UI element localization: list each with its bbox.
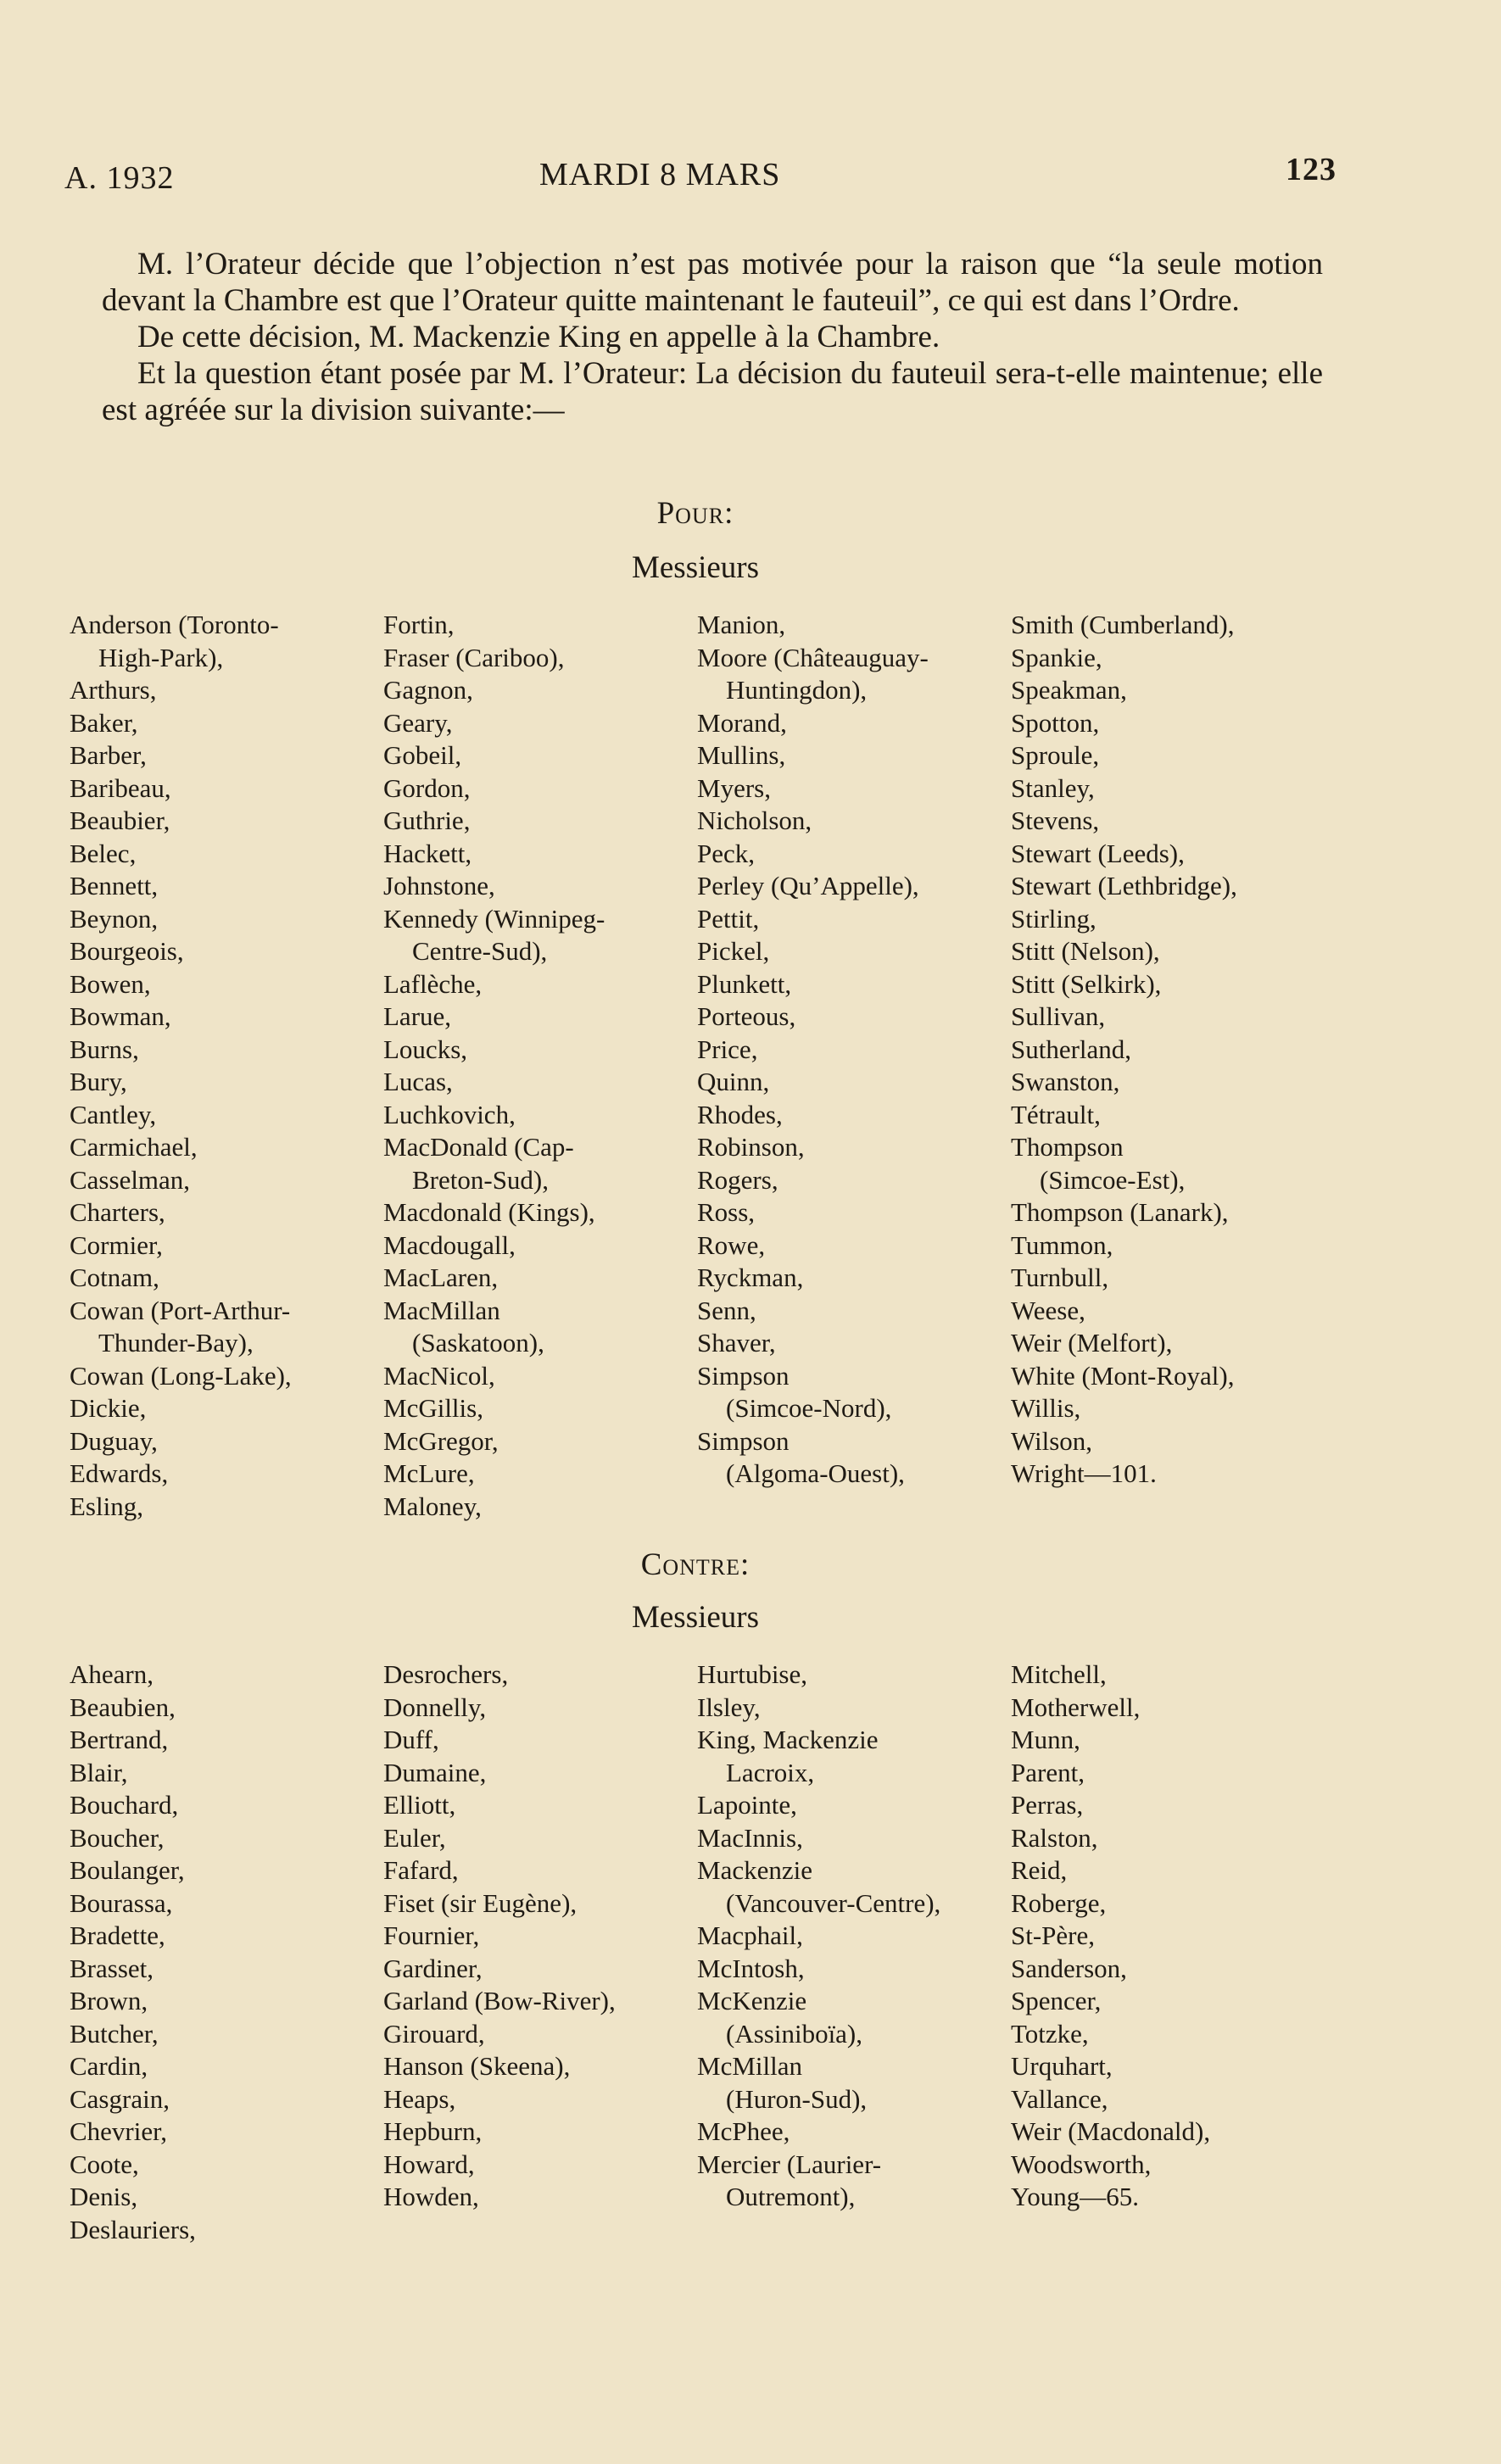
paragraph-decision: M. l’Orateur décide que l’objection n’est pas motivée pour la raison que “la seule motion devant la Chambre est que l’Orateur quitte maintenant le fauteuil”, ce qui est dans l’Ordre. [102,247,1323,318]
pour-member-name: Stevens, [1011,806,1100,835]
pour-member-name: Sullivan, [1011,1001,1106,1031]
contre-member-name: Fafard, [383,1855,459,1885]
pour-member-name: MacDonald (Cap- [383,1132,574,1162]
pour-subheading: Messieurs [631,550,760,585]
pour-member-name: Rhodes, [697,1099,783,1129]
pour-member-name: (Simcoe-Est), [1040,1164,1186,1195]
pour-member-name: Guthrie, [383,806,471,835]
pour-member-name: Myers, [697,772,771,803]
contre-member-name: Perras, [1011,1790,1084,1820]
pour-member-name: Dickie, [70,1393,147,1423]
contre-member-name: Cardin, [70,2051,148,2081]
contre-member-name: Woodsworth, [1011,2149,1152,2179]
pour-member-name: (Algoma-Ouest), [726,1458,905,1488]
pour-member-name: Bury, [70,1067,127,1096]
contre-member-name: MacInnis, [697,1822,803,1853]
pour-member-name: Gordon, [383,772,471,803]
pour-member-name: Johnstone, [383,871,495,900]
contre-list [70,1658,1325,2246]
contre-member-name: Brasset, [70,1953,154,1983]
contre-member-name: Gardiner, [383,1953,483,1983]
pour-member-name: Quinn, [697,1067,770,1096]
contre-member-name: Hanson (Skeena), [383,2051,571,2081]
contre-member-name: McKenzie [697,1986,807,2015]
pour-member-name: McGillis, [383,1393,483,1423]
pour-column-4 [1011,609,1325,1523]
contre-member-name: Ilsley, [697,1692,761,1722]
pour-member-name: Pettit, [697,903,760,934]
contre-member-name: Duff, [383,1725,439,1754]
pour-member-name: MacLaren, [383,1263,499,1292]
contre-member-name: Howard, [383,2149,475,2179]
contre-member-name: Elliott, [383,1790,456,1820]
contre-member-name: Denis, [70,2182,138,2211]
contre-member-name: McPhee, [697,2116,790,2146]
contre-member-name: Hepburn, [383,2116,483,2146]
pour-member-name: Carmichael, [70,1132,198,1162]
pour-member-name: Burns, [70,1034,139,1064]
pour-member-name: High-Park), [98,642,224,672]
pour-member-name: Morand, [697,707,787,738]
contre-member-name: (Assiniboïa), [726,2018,863,2049]
contre-member-name: Motherwell, [1011,1692,1141,1722]
pour-member-name: Cantley, [70,1099,157,1129]
pour-member-name: Bennett, [70,871,159,900]
contre-subheading: Messieurs [631,1600,760,1635]
pour-member-name: Baribeau, [70,772,171,803]
pour-member-name: Senn, [697,1295,756,1325]
pour-member-name: Beaubier, [70,806,170,835]
contre-member-name: Lacroix, [726,1757,815,1787]
pour-column-2 [383,609,697,1523]
pour-member-name: (Saskatoon), [412,1328,544,1357]
contre-member-name: Heaps, [383,2083,456,2114]
contre-member-name: Garland (Bow-River), [383,1986,616,2015]
pour-member-name: Manion, [697,610,786,639]
contre-member-name: Brown, [70,1986,148,2015]
pour-member-name: Price, [697,1034,758,1064]
pour-member-name: Duguay, [70,1425,158,1456]
pour-member-name: Cowan (Port-Arthur- [70,1295,291,1325]
pour-member-name: Ryckman, [697,1263,804,1292]
contre-member-name: Fiset (sir Eugène), [383,1887,578,1918]
pour-member-name: Laflèche, [383,968,483,999]
pour-member-name: Ross, [697,1197,756,1227]
contre-member-name: Outremont), [726,2182,856,2211]
pour-member-name: Esling, [70,1491,143,1521]
contre-member-name: Boucher, [70,1822,165,1853]
pour-member-name: Belec, [70,838,137,868]
pour-member-name: Maloney, [383,1491,482,1521]
contre-member-name: Spencer, [1011,1986,1102,2015]
pour-member-name: Turnbull, [1011,1263,1109,1292]
pour-member-name: Loucks, [383,1034,468,1064]
contre-member-name: Mackenzie [697,1855,812,1885]
pour-member-name: Nicholson, [697,806,812,835]
pour-member-name: Robinson, [697,1132,805,1162]
pour-member-name: Kennedy (Winnipeg- [383,903,605,934]
pour-member-name: MacNicol, [383,1360,495,1391]
pour-member-name: McLure, [383,1458,475,1488]
contre-member-name: Desrochers, [383,1659,509,1689]
pour-member-name: Stitt (Selkirk), [1011,968,1162,999]
pour-heading: Pour: [656,496,734,531]
pour-member-name: Pickel, [697,936,770,966]
contre-member-name: (Vancouver-Centre), [726,1887,941,1918]
pour-member-name: Smith (Cumberland), [1011,610,1235,639]
contre-member-name: Mercier (Laurier- [697,2149,882,2179]
pour-member-name: Stanley, [1011,772,1095,803]
pour-member-name: Barber, [70,740,147,770]
pour-member-name: Huntingdon), [726,675,868,705]
pour-member-name: Wright—101. [1011,1458,1157,1488]
pour-member-name: Charters, [70,1197,165,1227]
pour-member-name: Geary, [383,707,453,738]
pour-member-name: Hackett, [383,838,472,868]
contre-member-name: Lapointe, [697,1790,797,1820]
paragraph-appeal: De cette décision, M. Mackenzie King en appelle à la Chambre. [137,320,940,354]
pour-member-name: Macdonald (Kings), [383,1197,595,1227]
pour-member-name: Shaver, [697,1328,776,1357]
header-year: A. 1932 [64,160,175,196]
pour-member-name: Baker, [70,707,138,738]
pour-member-name: Fortin, [383,610,455,639]
pour-member-name: Swanston, [1011,1067,1120,1096]
pour-member-name: MacMillan [383,1295,500,1325]
contre-member-name: King, Mackenzie [697,1725,879,1754]
contre-member-name: Macphail, [697,1920,803,1950]
pour-member-name: Cormier, [70,1229,163,1260]
contre-member-name: Bradette, [70,1920,165,1950]
pour-list [70,609,1325,1523]
pour-member-name: Weir (Melfort), [1011,1328,1173,1357]
page-number: 123 [1286,152,1336,187]
pour-member-name: Rowe, [697,1229,766,1260]
pour-member-name: Stirling, [1011,903,1096,934]
contre-member-name: Bourassa, [70,1887,173,1918]
contre-member-name: McMillan [697,2051,802,2081]
pour-member-name: Weese, [1011,1295,1085,1325]
pour-column-3 [697,609,1011,1523]
pour-member-name: Spankie, [1011,642,1102,672]
contre-member-name: Hurtubise, [697,1659,808,1689]
pour-member-name: Macdougall, [383,1229,516,1260]
contre-member-name: Dumaine, [383,1757,487,1787]
pour-member-name: Casselman, [70,1164,191,1195]
contre-member-name: Roberge, [1011,1887,1107,1918]
pour-member-name: Simpson [697,1360,790,1391]
pour-member-name: Wilson, [1011,1425,1093,1456]
contre-member-name: Euler, [383,1822,446,1853]
contre-member-name: Sanderson, [1011,1953,1127,1983]
pour-member-name: Breton-Sud), [412,1164,550,1195]
pour-member-name: Moore (Châteauguay- [697,642,929,672]
contre-member-name: Parent, [1011,1757,1085,1787]
pour-member-name: Larue, [383,1001,452,1031]
contre-member-name: Reid, [1011,1855,1068,1885]
pour-member-name: Spotton, [1011,707,1100,738]
pour-member-name: Thompson (Lanark), [1011,1197,1229,1227]
contre-member-name: McIntosh, [697,1953,805,1983]
pour-member-name: Thompson [1011,1132,1124,1162]
pour-member-name: Edwards, [70,1458,169,1488]
pour-member-name: Lucas, [383,1067,453,1096]
pour-member-name: Plunkett, [697,968,792,999]
contre-member-name: Boulanger, [70,1855,185,1885]
pour-member-name: Simpson [697,1425,790,1456]
pour-member-name: Stewart (Leeds), [1011,838,1185,868]
contre-member-name: Bertrand, [70,1725,169,1754]
pour-member-name: Stewart (Lethbridge), [1011,871,1237,900]
pour-member-name: Perley (Qu’Appelle), [697,871,919,900]
pour-column-1 [70,609,383,1523]
contre-column-4 [1011,1658,1325,2246]
pour-member-name: Cotnam, [70,1263,159,1292]
contre-member-name: Young—65. [1011,2182,1140,2211]
pour-member-name: Bowen, [70,968,151,999]
contre-column-2 [383,1658,697,2246]
contre-member-name: Deslauriers, [70,2214,196,2244]
contre-member-name: Ralston, [1011,1822,1098,1853]
pour-member-name: Mullins, [697,740,786,770]
pour-member-name: Peck, [697,838,756,868]
pour-member-name: Fraser (Cariboo), [383,642,565,672]
contre-member-name: Chevrier, [70,2116,167,2146]
contre-member-name: Mitchell, [1011,1659,1107,1689]
body-text [102,246,1323,428]
pour-member-name: Tummon, [1011,1229,1113,1260]
contre-member-name: Weir (Macdonald), [1011,2116,1211,2146]
contre-member-name: Girouard, [383,2018,485,2049]
pour-member-name: Sutherland, [1011,1034,1132,1064]
pour-member-name: Beynon, [70,903,159,934]
contre-member-name: Bouchard, [70,1790,179,1820]
pour-member-name: Tétrault, [1011,1099,1101,1129]
pour-member-name: Stitt (Nelson), [1011,936,1160,966]
pour-member-name: Arthurs, [70,675,157,705]
contre-column-1 [70,1658,383,2246]
contre-member-name: Beaubien, [70,1692,176,1722]
pour-member-name: Gagnon, [383,675,473,705]
contre-member-name: Urquhart, [1011,2051,1113,2081]
pour-member-name: Bourgeois, [70,936,184,966]
contre-member-name: Munn, [1011,1725,1080,1754]
pour-member-name: Bowman, [70,1001,171,1031]
contre-member-name: Donnelly, [383,1692,487,1722]
contre-member-name: Coote, [70,2149,139,2179]
paragraph-question: Et la question étant posée par M. l’Orateur: La décision du fauteuil sera-t-elle maintenue; elle est agréée sur la division suivante:— [102,356,1323,427]
contre-member-name: Blair, [70,1757,128,1787]
contre-heading: Contre: [640,1547,750,1582]
pour-member-name: Gobeil, [383,740,462,770]
pour-member-name: Sproule, [1011,740,1100,770]
pour-member-name: Anderson (Toronto- [70,610,279,639]
pour-member-name: Porteous, [697,1001,796,1031]
pour-member-name: Centre-Sud), [412,936,548,966]
contre-member-name: Butcher, [70,2018,159,2049]
pour-member-name: Willis, [1011,1393,1081,1423]
pour-member-name: (Simcoe-Nord), [726,1393,892,1423]
pour-member-name: Rogers, [697,1164,778,1195]
contre-member-name: (Huron-Sud), [726,2083,868,2114]
contre-member-name: Howden, [383,2182,479,2211]
pour-member-name: Speakman, [1011,675,1127,705]
pour-member-name: McGregor, [383,1425,499,1456]
pour-member-name: Cowan (Long-Lake), [70,1360,292,1391]
contre-member-name: Fournier, [383,1920,480,1950]
contre-column-3 [697,1658,1011,2246]
contre-member-name: Ahearn, [70,1659,153,1689]
contre-member-name: St-Père, [1011,1920,1096,1950]
pour-member-name: Luchkovich, [383,1099,516,1129]
contre-member-name: Casgrain, [70,2083,170,2114]
pour-member-name: Thunder-Bay), [98,1328,254,1357]
header-date: MARDI 8 MARS [539,157,781,192]
pour-member-name: White (Mont-Royal), [1011,1360,1235,1391]
contre-member-name: Totzke, [1011,2018,1089,2049]
contre-member-name: Vallance, [1011,2083,1108,2114]
